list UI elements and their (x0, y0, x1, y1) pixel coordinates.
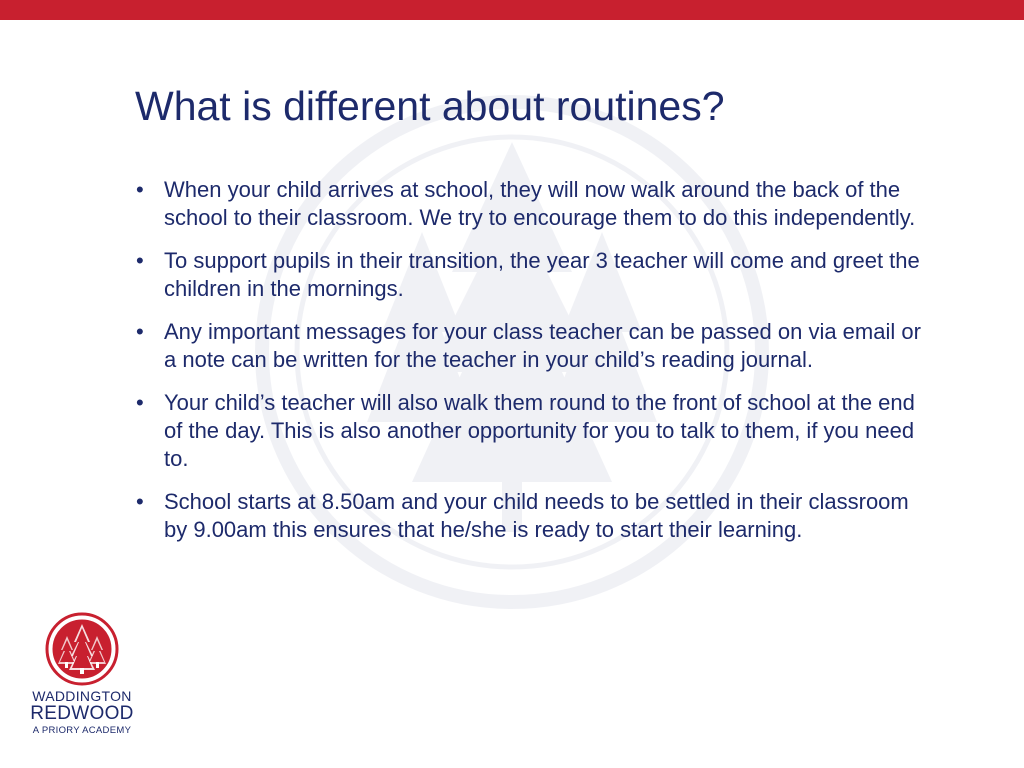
logo-text-priory-academy: A PRIORY ACADEMY (32, 725, 132, 736)
bullet-text: When your child arrives at school, they will now walk around the back of the school to their classroom. We try to encourage them to do this independently. (164, 177, 916, 230)
redwood-trees-icon (45, 612, 119, 686)
bullet-dot-icon: • (136, 489, 144, 514)
bullet-text: School starts at 8.50am and your child needs to be settled in their classroom by 9.00am this ensures that he/she is ready to start their learning. (164, 489, 909, 542)
bullet-dot-icon: • (136, 319, 144, 344)
list-item (133, 247, 923, 303)
list-item (133, 176, 923, 232)
logo-text-redwood: REDWOOD (30, 703, 134, 724)
list-item (133, 318, 923, 374)
list-item (133, 488, 923, 544)
bullet-list (133, 176, 923, 559)
bullet-text: Your child’s teacher will also walk them round to the front of school at the end of the day. This is also another opportunity for you to talk to them, if you need to. (164, 390, 915, 471)
slide-title: What is different about routines? (135, 83, 725, 129)
logo-text-waddington: WADDINGTON (32, 688, 132, 704)
school-logo (26, 612, 138, 742)
bullet-dot-icon: • (136, 390, 144, 415)
bullet-dot-icon: • (136, 177, 144, 202)
bullet-text: To support pupils in their transition, the year 3 teacher will come and greet the children in the mornings. (164, 248, 920, 301)
list-item (133, 389, 923, 473)
bullet-dot-icon: • (136, 248, 144, 273)
top-accent-bar (0, 0, 1024, 20)
bullet-text: Any important messages for your class teacher can be passed on via email or a note can be written for the teacher in your child’s reading journal. (164, 319, 921, 372)
